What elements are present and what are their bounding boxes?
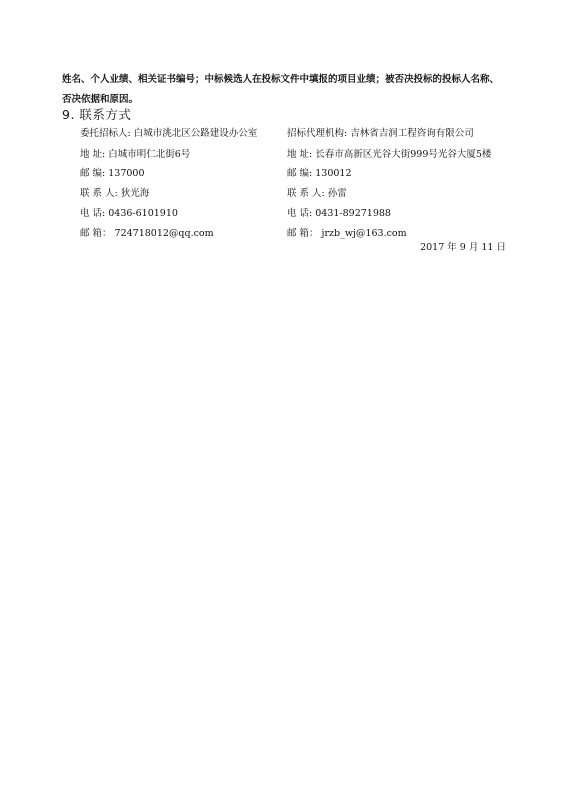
tenderer-contact-value: 狄光海 [120,188,150,199]
agency-postcode-value: 130012 [315,168,352,179]
agency-phone-row [287,208,391,220]
tenderer-phone-row [80,208,178,220]
tenderer-postcode-label: 邮 编: [80,168,106,179]
tenderer-email-value: 724718012@qq.com [114,228,214,239]
tenderer-contact-label: 联 系 人: [80,188,118,199]
agency-phone-label: 电 话: [287,208,313,219]
agency-name-value: 吉林省吉润工程咨询有限公司 [350,128,474,139]
body-text-line-1: 姓名、个人业绩、相关证书编号；中标候选人在投标文件中填报的项目业绩；被否决投标的投标人名称、 [62,74,500,85]
tenderer-address-row [80,149,190,161]
tenderer-email-row [80,228,214,240]
tenderer-name-value: 白城市洮北区公路建设办公室 [133,128,258,139]
tenderer-phone-label: 电 话: [80,208,106,219]
tenderer-postcode-row [80,168,145,180]
agency-contact-row [287,188,347,200]
agency-email-label: 邮 箱： [287,228,319,239]
agency-postcode-row [287,168,352,180]
tenderer-contact-row [80,188,149,200]
tenderer-name-label: 委托招标人: [80,128,131,139]
agency-phone-value: 0431-89271988 [315,208,391,219]
tenderer-address-value: 白城市明仁北街6号 [108,149,191,160]
agency-contact-value: 孙雷 [327,188,347,199]
agency-address-label: 地 址: [287,149,313,160]
tenderer-address-label: 地 址: [80,149,106,160]
agency-contact-label: 联 系 人: [287,188,325,199]
agency-postcode-label: 邮 编: [287,168,313,179]
tenderer-name-row [80,128,257,140]
body-text-line-2: 否决依据和原因。 [62,94,139,105]
tenderer-email-label: 邮 箱： [80,228,112,239]
agency-name-label: 招标代理机构: [287,128,348,139]
agency-email-row [287,228,407,240]
document-date: 2017 年 9 月 11 日 [420,242,506,253]
tenderer-postcode-value: 137000 [108,168,145,179]
agency-address-value: 长春市高新区光谷大街999号光谷大厦5楼 [315,149,492,160]
tenderer-phone-value: 0436-6101910 [108,208,178,219]
agency-name-row [287,128,474,140]
section-heading-contact: 9. 联系方式 [62,107,132,122]
agency-email-value: jrzb_wj@163.com [321,228,407,239]
agency-address-row [287,149,491,161]
